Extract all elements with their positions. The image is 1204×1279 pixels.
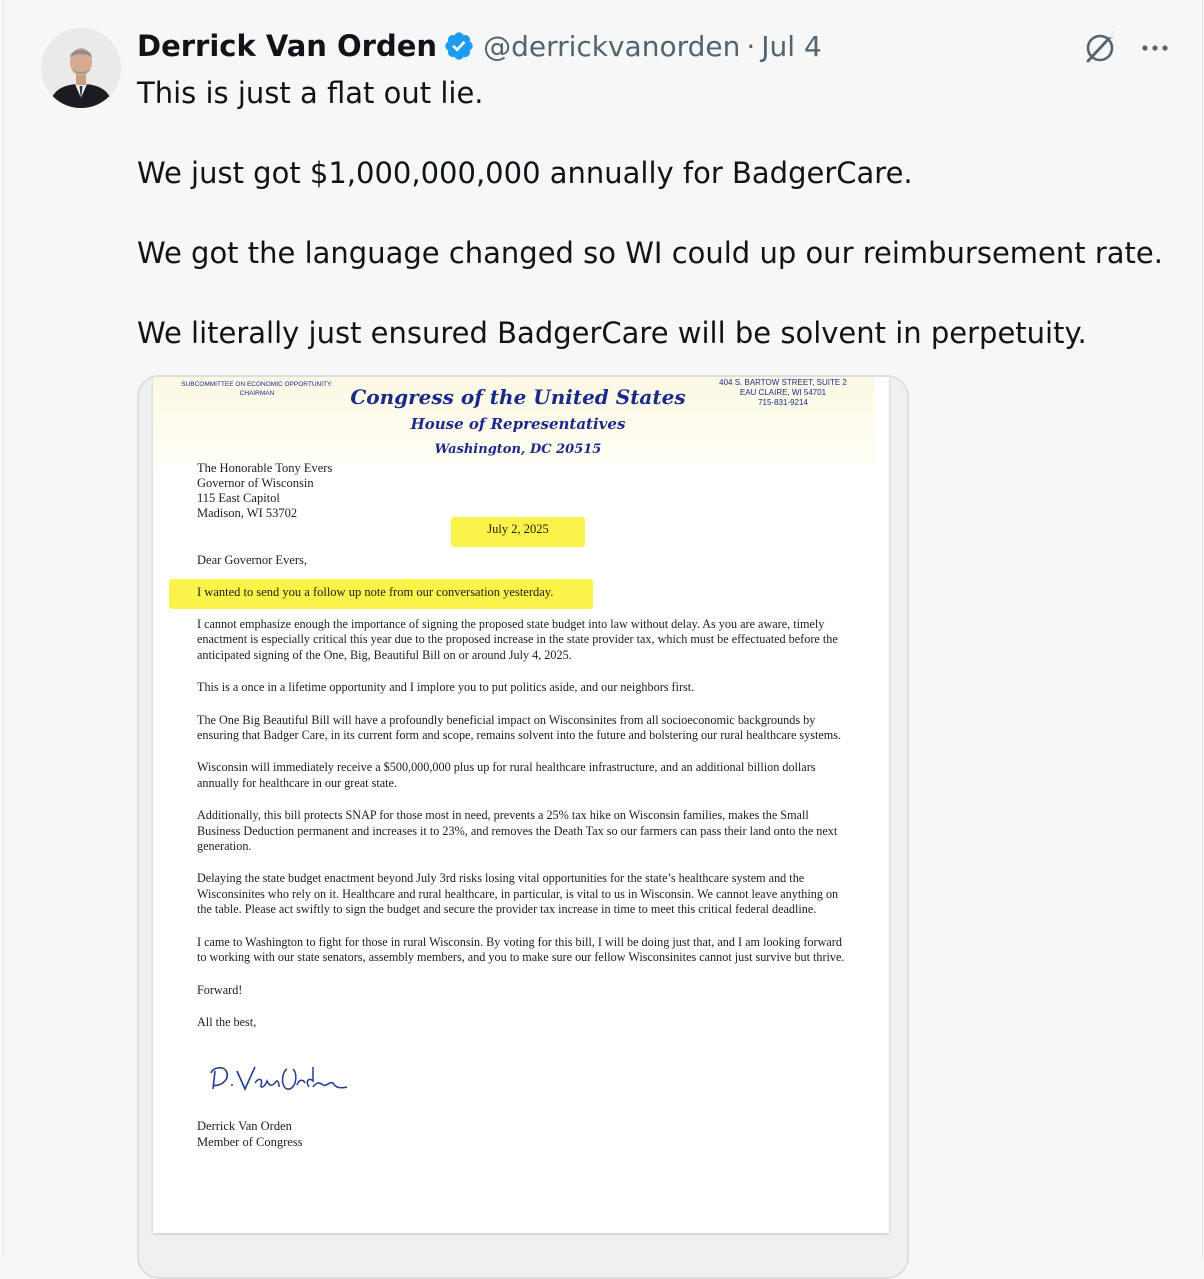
letter-paragraph: I came to Washington to fight for those in rural Wisconsin. By voting for this bill, I will be doing just that, and I am looking forward to working with our state senators, assembly members, and you to make sure our fellow Wisconsinites cannot just survive but thrive. — [197, 934, 845, 965]
letterhead-address — [713, 378, 853, 408]
tweet-paragraph: This is just a flat out lie. — [137, 76, 484, 110]
verified-badge-icon[interactable] — [443, 30, 475, 62]
letter-paragraph: Additionally, this bill protects SNAP for those most in need, prevents a 25% tax hike on Wisconsin families, makes the Small Business Deduction permanent and increases it to 23%, and removes the Death Tax so our farmers can pass their land onto the next generation. — [197, 808, 838, 854]
author-handle[interactable]: @derrickvanorden — [483, 29, 741, 63]
signer-title: Member of Congress — [197, 1134, 303, 1149]
letter-date: July 2, 2025 — [451, 517, 585, 547]
chairman-line: CHAIRMAN — [239, 390, 275, 397]
tweet-paragraph: We literally just ensured BadgerCare will be solvent in perpetuity. — [137, 316, 1087, 350]
washington-line: Washington, DC 20515 — [434, 442, 602, 457]
recipient-line: Governor of Wisconsin — [197, 476, 314, 490]
tweet-header — [137, 24, 822, 68]
letter-body — [197, 617, 847, 1047]
letter-paragraph: All the best, — [197, 1014, 257, 1029]
recipient-line: 115 East Capitol — [197, 491, 280, 505]
letter-paragraph: I cannot emphasize enough the importance of signing the proposed state budget into law without delay. As you are aware, timely enactment is especially critical this year due to the proposed increase in the state provider tax, which must be effectuated before the anticipated signing of the One, Big, Beautiful Bill on or around July 4, 2025. — [197, 617, 838, 662]
letter-paragraph: The One Big Beautiful Bill will have a profoundly beneficial impact on Wisconsinites from all socioeconomic backgrounds by ensuring that Badger Care, in its current form and scope, remains solvent into the future and bolstering our rural healthcare systems. — [197, 712, 842, 743]
letter-paragraph: Wisconsin will immediately receive a $500,000,000 plus up for rural healthcare infrastructure, and an additional billion dollars annually for healthcare in our great state. — [197, 760, 816, 790]
letter-paragraph: Forward! — [197, 982, 243, 997]
attached-image[interactable] — [137, 375, 909, 1279]
letter-document — [153, 377, 889, 1233]
author-name[interactable]: Derrick Van Orden — [137, 29, 438, 63]
tweet-paragraph: We just got $1,000,000,000 annually for BadgerCare. — [137, 156, 913, 190]
office-street: 404 S. BARTOW STREET, SUITE 2 — [719, 378, 847, 387]
avatar[interactable] — [41, 28, 121, 108]
signer-name: Derrick Van Orden — [197, 1119, 292, 1133]
separator-dot: · — [746, 29, 756, 63]
signer-block — [197, 1119, 303, 1150]
congress-title: Congress of the United States — [350, 385, 686, 409]
recipient-line: The Honorable Tony Evers — [197, 461, 333, 475]
office-phone: 715-831-9214 — [758, 398, 808, 407]
subcommittee-line: SUBCOMMITTEE ON ECONOMIC OPPORTUNITY: — [181, 381, 333, 388]
letter-paragraph: Delaying the state budget enactment beyond July 3rd risks losing vital opportunities for the state’s healthcare system and the Wisconsinites who rely on it. Healthcare and rural healthcare, in particular, is vital to us in Wisconsin. We cannot leave anything on the table. Please act swiftly to sign the budget and secure the provider tax increase in time to meet this critical federal deadline. — [197, 871, 839, 917]
more-options-icon[interactable] — [1137, 30, 1173, 66]
house-title: House of Representatives — [410, 415, 626, 433]
tweet-text — [137, 73, 1167, 393]
grok-icon[interactable] — [1082, 28, 1120, 66]
tweet — [3, 0, 1203, 1258]
letterhead-title — [333, 383, 703, 463]
letter-paragraph: This is a once in a lifetime opportunity and I implore you to put politics aside, and our neighbors first. — [197, 680, 695, 695]
tweet-date[interactable]: Jul 4 — [761, 29, 822, 63]
salutation: Dear Governor Evers, — [197, 553, 308, 567]
followup-line: I wanted to send you a follow up note from our conversation yesterday. — [197, 585, 554, 599]
recipient-address — [197, 461, 332, 521]
recipient-line: Madison, WI 53702 — [197, 506, 298, 520]
letterhead-subcommittee — [167, 380, 347, 398]
handwritten-signature — [205, 1059, 355, 1111]
office-city: EAU CLAIRE, WI 54701 — [739, 388, 827, 397]
tweet-paragraph: We got the language changed so WI could up our reimbursement rate. — [137, 236, 1163, 270]
